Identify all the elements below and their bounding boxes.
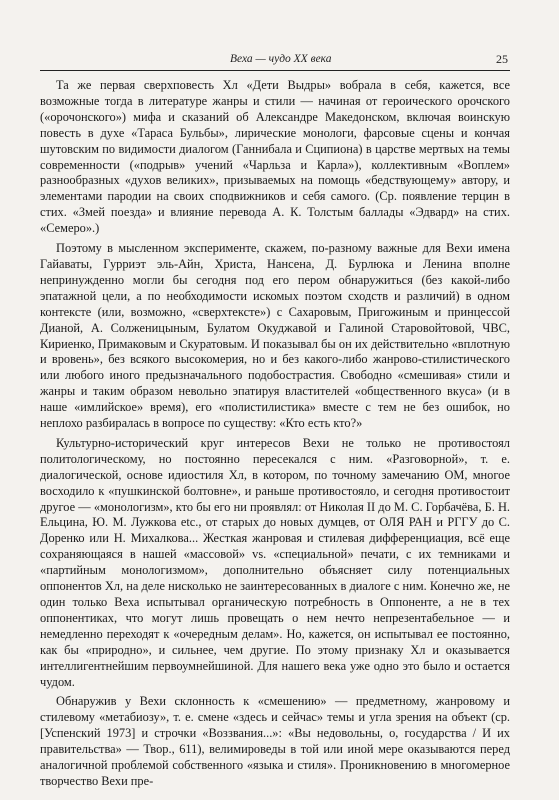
paragraph-2: Поэтому в мысленном эксперименте, скажем, по-разному важные для Вехи имена Гайаваты, Гурриэт эль-Айн, Христа, Нансена, Д. Бурлюка и Ленина вполне непринужденно могли бы сегодня под его пером обнаружиться (без какой-либо эпатажной цели, а по необходимости искомых поэтом сходств и различий) в одном контексте (или, возможно, «сверхтексте») с Сахаровым, Пригожиным и принцессой Дианой, А. Солженицыным, Булатом Окуджавой и Галиной Старовойтовой, ЧВС, Кириенко, Примаковым и Скуратовым. И показывал бы он их действительно «вплотную и вровень», без всякого высокомерия, но и без какого-либо жанрово-стилистического или любого иного предызначального подобострастия. Свободно «смешивая» стили и жанры и таким образом невольно эпатируя властителей «общественного вкуса» (и в наше «имлийское» время), его «полистилистика» вместе с тем не без ошибок, но неплохо разбиралась в вопросе по существу: «Кто есть кто?» [40, 241, 510, 431]
page-number: 25 [496, 52, 508, 66]
running-header [40, 52, 510, 71]
paragraph-1: Та же первая сверхповесть Хл «Дети Выдры» вобрала в себя, кажется, все возможные тогда в литературе жанры и стили — начиная от героического орочского («орочонского») мифа и сказаний об Александре Македонском, включая воинскую повесть в духе «Тараса Бульбы», лирические монологи, фарсовые сцены и кончая шутовским по видимости диалогом (Ганнибала и Сципиона) в царстве мертвых на темы современности («подрыв» учений «Чарльза и Карла»), коллективным «Воплем» разнообразных «духов великих», призываемых на помощь «бедствующему» автору, и элементами пародии на своих сподвижников и себя самого. (Ср. появление терцин в стих. «Змей поезда» и влияние перевода А. К. Толстым баллады «Эдвард» на стих. «Семеро».) [40, 78, 510, 236]
paragraph-4: Обнаружив у Вехи склонность к «смешению» — предметному, жанровому и стилевому «метабиозу», т. е. смене «здесь и сейчас» темы и угла зрения на объект (ср. [Успенский 1973] и строчки «Воззвания...»: «Вы недовольны, о, государства / И их правительства» — Твор., 611), велимироведы в той или иной мере оказываются перед аналогичной проблемой собственного «языка и стиля». Проникновению в многомерное творчество Вехи пре- [40, 694, 510, 788]
body-text [40, 78, 510, 790]
running-title: Веха — чудо XX века [230, 53, 332, 65]
paragraph-3: Культурно-исторический круг интересов Вехи не только не противостоял политологическому, но постоянно пересекался с ним. «Разговорной», т. е. диалогической, основе идиостиля Хл, в котором, по точному замечанию ОМ, многое восходило к «пушкинской болтовне», и раньше противостояло, и сегодня противостоит другое — «монологизм», кто бы его ни проявлял: от Николая II до М. С. Горбачёва, Б. Н. Ельцина, Ю. М. Лужкова etc., от старых до новых думцев, от ОЛЯ РАН и РГГУ до С. Доренко или Н. Михалкова... Жесткая жанровая и стилевая дифференциация, всё еще сохраняющаяся в нашей «массовой» vs. «специальной» печати, с их темниками и «партийным монологизмом», дополнительно объясняет силу потенциальных оппонентов Хл, на деле нисколько не заинтересованных в диалоге с ним. Конечно же, не один только Веха испытывал органическую потребность в Оппоненте, а не в тех оппонентиках, что могут лишь провещать о нем нечто непрезентабельное — и немедленно переходят к «очередным делам». Но, кажется, он испытывал ее постоянно, как бы «природно», и сильнее, чем другие. По этому признаку Хл и оказывается интеллигентнейшим первоумнейшиной. Для нашего века уже одно это было и остается чудом. [40, 435, 510, 689]
